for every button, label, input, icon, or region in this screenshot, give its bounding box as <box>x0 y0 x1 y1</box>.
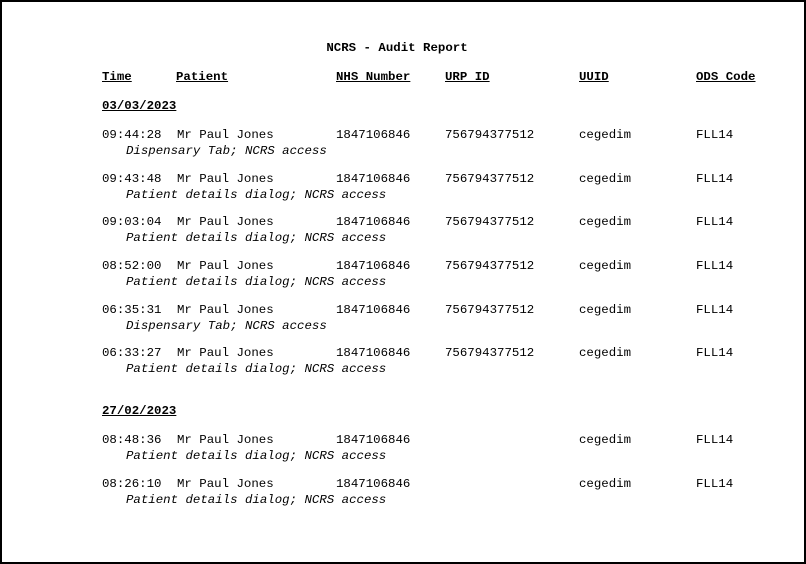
entry-description: Patient details dialog; NCRS access <box>126 231 387 245</box>
entry-time: 09:03:04 <box>102 215 162 229</box>
entry-uuid: cegedim <box>579 433 632 447</box>
entry-uuid: cegedim <box>579 303 632 317</box>
entry-urp-id: 756794377512 <box>445 346 535 360</box>
audit-entry <box>2 128 792 160</box>
date-heading: 03/03/2023 <box>102 99 177 113</box>
entry-description: Dispensary Tab; NCRS access <box>126 319 327 333</box>
entry-time: 09:44:28 <box>102 128 162 142</box>
audit-entry <box>2 477 792 509</box>
entry-time: 08:48:36 <box>102 433 162 447</box>
entry-ods-code: FLL14 <box>696 215 734 229</box>
entry-description: Dispensary Tab; NCRS access <box>126 144 327 158</box>
entry-description: Patient details dialog; NCRS access <box>126 493 387 507</box>
entry-ods-code: FLL14 <box>696 259 734 273</box>
entry-description: Patient details dialog; NCRS access <box>126 449 387 463</box>
column-header-nhs-number: NHS Number <box>336 70 411 84</box>
entry-description: Patient details dialog; NCRS access <box>126 188 387 202</box>
entry-ods-code: FLL14 <box>696 128 734 142</box>
entry-urp-id: 756794377512 <box>445 128 535 142</box>
entry-ods-code: FLL14 <box>696 477 734 491</box>
entry-uuid: cegedim <box>579 259 632 273</box>
entry-time: 08:26:10 <box>102 477 162 491</box>
entry-urp-id: 756794377512 <box>445 215 535 229</box>
entry-patient: Mr Paul Jones <box>177 172 274 186</box>
entry-ods-code: FLL14 <box>696 172 734 186</box>
entry-uuid: cegedim <box>579 172 632 186</box>
entry-patient: Mr Paul Jones <box>177 128 274 142</box>
entry-nhs-number: 1847106846 <box>336 259 411 273</box>
audit-entry <box>2 215 792 247</box>
entry-time: 06:35:31 <box>102 303 162 317</box>
entry-uuid: cegedim <box>579 128 632 142</box>
column-header-ods-code: ODS Code <box>696 70 756 84</box>
date-heading: 27/02/2023 <box>102 404 177 418</box>
audit-entry <box>2 433 792 465</box>
entry-patient: Mr Paul Jones <box>177 346 274 360</box>
entry-uuid: cegedim <box>579 477 632 491</box>
column-header-patient: Patient <box>176 70 229 84</box>
entry-nhs-number: 1847106846 <box>336 477 411 491</box>
entry-patient: Mr Paul Jones <box>177 433 274 447</box>
entry-patient: Mr Paul Jones <box>177 215 274 229</box>
entry-nhs-number: 1847106846 <box>336 128 411 142</box>
entry-patient: Mr Paul Jones <box>177 259 274 273</box>
entry-time: 08:52:00 <box>102 259 162 273</box>
entry-nhs-number: 1847106846 <box>336 433 411 447</box>
entry-patient: Mr Paul Jones <box>177 477 274 491</box>
entry-nhs-number: 1847106846 <box>336 215 411 229</box>
entry-nhs-number: 1847106846 <box>336 172 411 186</box>
report-title: NCRS - Audit Report <box>326 41 468 55</box>
audit-entry <box>2 172 792 204</box>
audit-entry <box>2 259 792 291</box>
entry-description: Patient details dialog; NCRS access <box>126 275 387 289</box>
entry-urp-id: 756794377512 <box>445 303 535 317</box>
entry-time: 09:43:48 <box>102 172 162 186</box>
entry-nhs-number: 1847106846 <box>336 303 411 317</box>
entry-time: 06:33:27 <box>102 346 162 360</box>
entry-uuid: cegedim <box>579 215 632 229</box>
entry-ods-code: FLL14 <box>696 346 734 360</box>
entry-ods-code: FLL14 <box>696 303 734 317</box>
entry-ods-code: FLL14 <box>696 433 734 447</box>
entry-patient: Mr Paul Jones <box>177 303 274 317</box>
entry-urp-id: 756794377512 <box>445 172 535 186</box>
entry-nhs-number: 1847106846 <box>336 346 411 360</box>
entry-description: Patient details dialog; NCRS access <box>126 362 387 376</box>
entry-uuid: cegedim <box>579 346 632 360</box>
audit-entry <box>2 303 792 335</box>
column-header-urp-id: URP ID <box>445 70 490 84</box>
entry-urp-id: 756794377512 <box>445 259 535 273</box>
audit-entry <box>2 346 792 378</box>
column-header-time: Time <box>102 70 132 84</box>
column-header-uuid: UUID <box>579 70 609 84</box>
